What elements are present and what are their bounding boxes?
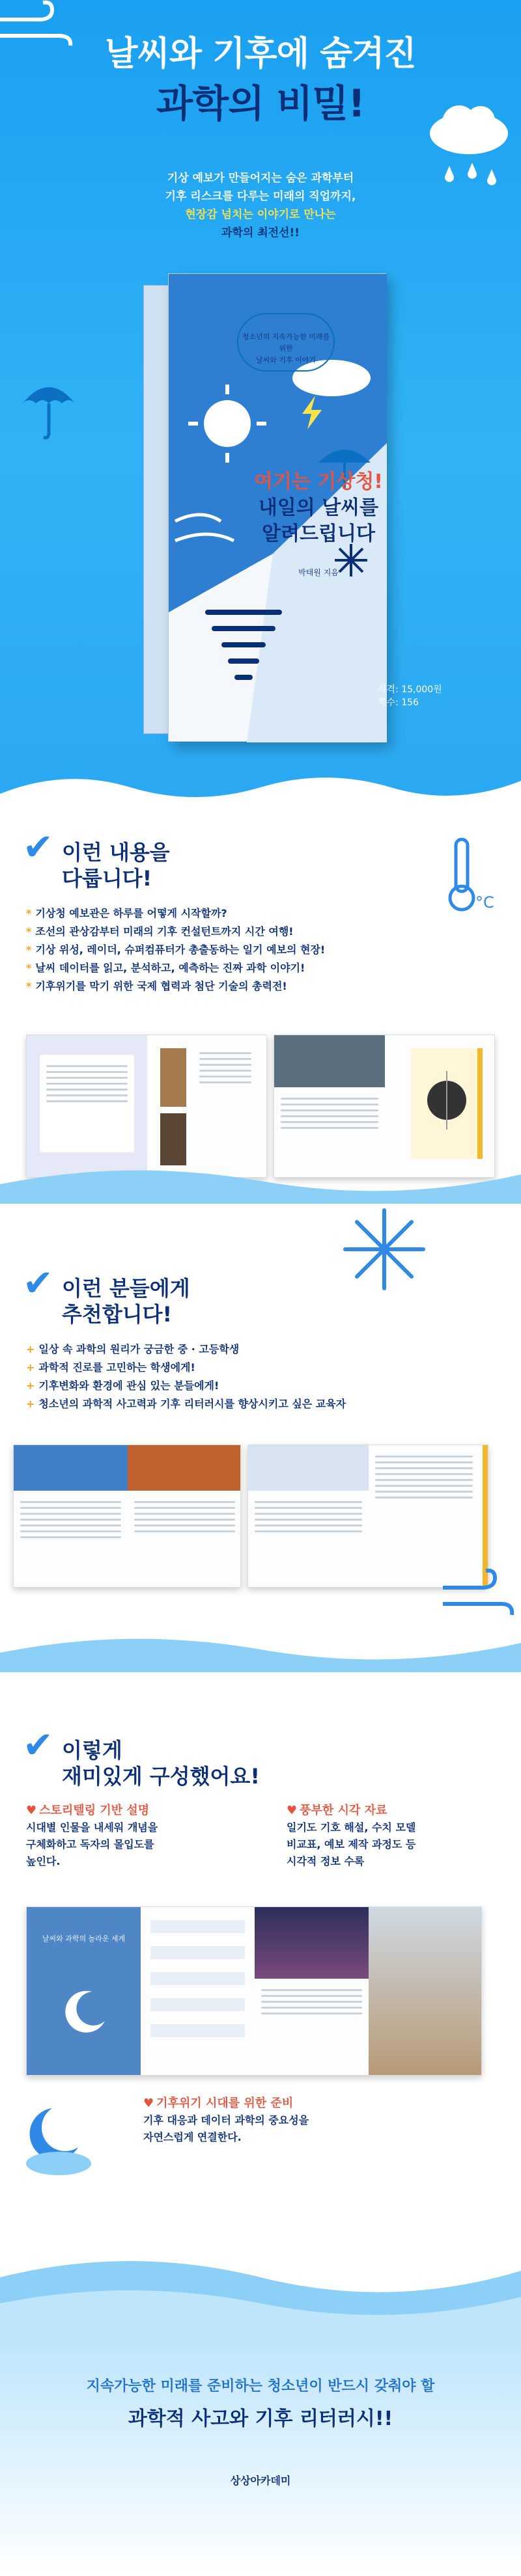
sample-spread-3 — [13, 1444, 241, 1588]
page-photo — [160, 1048, 186, 1107]
structure-title — [62, 1737, 260, 1789]
wave-divider — [0, 1627, 521, 1672]
sample-spread-1 — [26, 1035, 267, 1178]
page-photo — [14, 1445, 128, 1491]
diagram-icon — [414, 1068, 479, 1133]
check-icon: ✔ — [23, 1724, 53, 1767]
list-item: + 과학적 진로를 고민하는 학생에게! — [26, 1361, 195, 1374]
sample-spread-5 — [26, 1906, 482, 2076]
publisher-logo: 상상아카데미 — [230, 2474, 291, 2487]
book-tagline — [237, 313, 335, 372]
wave-divider — [0, 1158, 521, 1204]
contents-section — [0, 813, 521, 1204]
heart-icon: ♥ — [143, 2096, 154, 2110]
hero-section — [0, 0, 521, 813]
feature-text: 일기도 기호 해설, 수치 모델 — [287, 1821, 416, 1834]
book-tagline-line1: 청소년의 지속가능한 미래를 위한 — [242, 332, 330, 353]
book-title — [247, 469, 390, 547]
recommend-section — [0, 1204, 521, 1672]
footer-line2-text: 과학적 사고와 기후 리터러시!! — [128, 2407, 393, 2430]
feature-heading: 기후위기 시대를 위한 준비 — [156, 2096, 294, 2110]
feature-text: 높인다. — [26, 1855, 61, 1867]
structure-section — [0, 1672, 521, 2342]
contents-title-line2: 다룹니다! — [62, 866, 152, 891]
page-photo — [160, 1113, 186, 1165]
hero-desc-line1: 기상 예보가 만들어지는 숨은 과학부터 — [167, 172, 354, 185]
list-item: * 조선의 관상감부터 미래의 기후 컨설턴트까지 시간 여행! — [26, 925, 294, 938]
hero-title-line2: 과학의 비밀! — [156, 81, 365, 126]
moon-icon — [59, 1985, 111, 2037]
wave-divider — [0, 768, 521, 813]
list-item: * 날씨 데이터를 읽고, 분석하고, 예측하는 진짜 과학 이야기! — [26, 962, 305, 974]
list-item: * 기상청 예보관은 하루를 어떻게 시작할까? — [26, 907, 227, 919]
page-photo — [128, 1445, 241, 1491]
hero-title-line1: 날씨와 기후에 숨겨진 — [105, 34, 416, 74]
page-photo — [255, 1907, 369, 1979]
book-spine — [143, 285, 169, 734]
snowflake-icon — [339, 1204, 430, 1295]
book-tagline-line2: 날씨와 기후 이야기 — [255, 356, 316, 364]
umbrella-icon — [20, 371, 78, 442]
footer-line1: 지속가능한 미래를 준비하는 청소년이 반드시 갖춰야 할 — [86, 2378, 435, 2394]
list-item: * 기상 위성, 레이더, 슈퍼컴퓨터가 총출동하는 일기 예보의 현장! — [26, 943, 326, 956]
contents-title — [62, 839, 170, 891]
book-title-line3: 알려드립니다 — [262, 522, 375, 545]
book-cover — [143, 273, 387, 742]
page-title: 날씨와 과학의 놀라운 세계 — [42, 1934, 126, 1943]
book-price: 가격: 15,000원 — [378, 685, 442, 695]
svg-text:°C: °C — [475, 893, 494, 912]
check-icon: ✔ — [23, 826, 53, 869]
book-front — [168, 273, 386, 742]
book-pages: 쪽수: 156 — [378, 698, 419, 708]
list-item: * 기후위기를 막기 위한 국제 협력과 첨단 기술의 총력전! — [26, 980, 287, 992]
list-item: + 기후변화와 환경에 관심 있는 분들에게! — [26, 1379, 219, 1392]
feature-text: 자연스럽게 연결한다. — [143, 2131, 242, 2143]
book-title-line2: 내일의 날씨를 — [258, 496, 379, 519]
list-item: + 일상 속 과학의 원리가 궁금한 중 · 고등학생 — [26, 1343, 240, 1355]
list-item: + 청소년의 과학적 사고력과 기후 리터러시를 향상시키고 싶은 교육자 — [26, 1398, 346, 1410]
contents-title-line1: 이런 내용을 — [62, 840, 170, 865]
hero-desc-line3: 현장감 넘치는 이야기로 만나는 — [185, 208, 336, 221]
book-author: 박태원 지음 — [298, 568, 339, 577]
feature-storytelling — [26, 1802, 241, 1870]
footer-line2 — [0, 2402, 521, 2431]
feature-text: 구체화하고 독자의 몰입도를 — [26, 1838, 154, 1851]
feature-heading: 스토리텔링 기반 설명 — [39, 1804, 150, 1817]
hero-description — [134, 169, 387, 242]
footer-section — [0, 2342, 521, 2576]
feature-text: 시대별 인물을 내세워 개념을 — [26, 1821, 158, 1834]
feature-text: 기후 대응과 데이터 과학의 중요성을 — [143, 2114, 309, 2126]
feature-text: 비교표, 예보 제작 과정도 등 — [287, 1838, 416, 1851]
check-icon: ✔ — [23, 1262, 53, 1305]
book-title-line1: 여기는 기상청! — [253, 470, 383, 493]
feature-climate — [143, 2095, 443, 2146]
hero-desc-line2: 기후 리스크를 다루는 미래의 직업까지, — [165, 190, 356, 203]
thermometer-icon — [443, 833, 501, 917]
moon-cloud-icon — [13, 2102, 98, 2180]
recommend-title-line2: 추천합니다! — [62, 1302, 173, 1327]
feature-heading: 풍부한 시각 자료 — [300, 1804, 387, 1817]
heart-icon: ♥ — [287, 1804, 298, 1817]
contents-list — [26, 904, 325, 996]
sample-spread-4 — [247, 1444, 488, 1588]
sample-spread-2 — [274, 1035, 495, 1178]
heart-icon: ♥ — [26, 1804, 37, 1817]
wind-icon — [443, 1568, 514, 1627]
page-photo — [248, 1445, 369, 1491]
recommend-title-line1: 이런 분들에게 — [62, 1276, 190, 1301]
recommend-list — [26, 1340, 346, 1413]
structure-title-line1: 이렇게 — [62, 1738, 122, 1763]
book-info — [378, 683, 462, 709]
feature-visuals — [287, 1802, 501, 1870]
recommend-title — [62, 1275, 190, 1327]
feature-text: 시각적 정보 수록 — [287, 1855, 365, 1867]
structure-title-line2: 재미있게 구성했어요! — [62, 1764, 260, 1789]
page-photo — [369, 1907, 482, 2076]
wave-divider — [0, 2238, 521, 2342]
page-photo — [274, 1035, 385, 1087]
hero-desc-line4: 과학의 최전선!! — [221, 226, 300, 239]
